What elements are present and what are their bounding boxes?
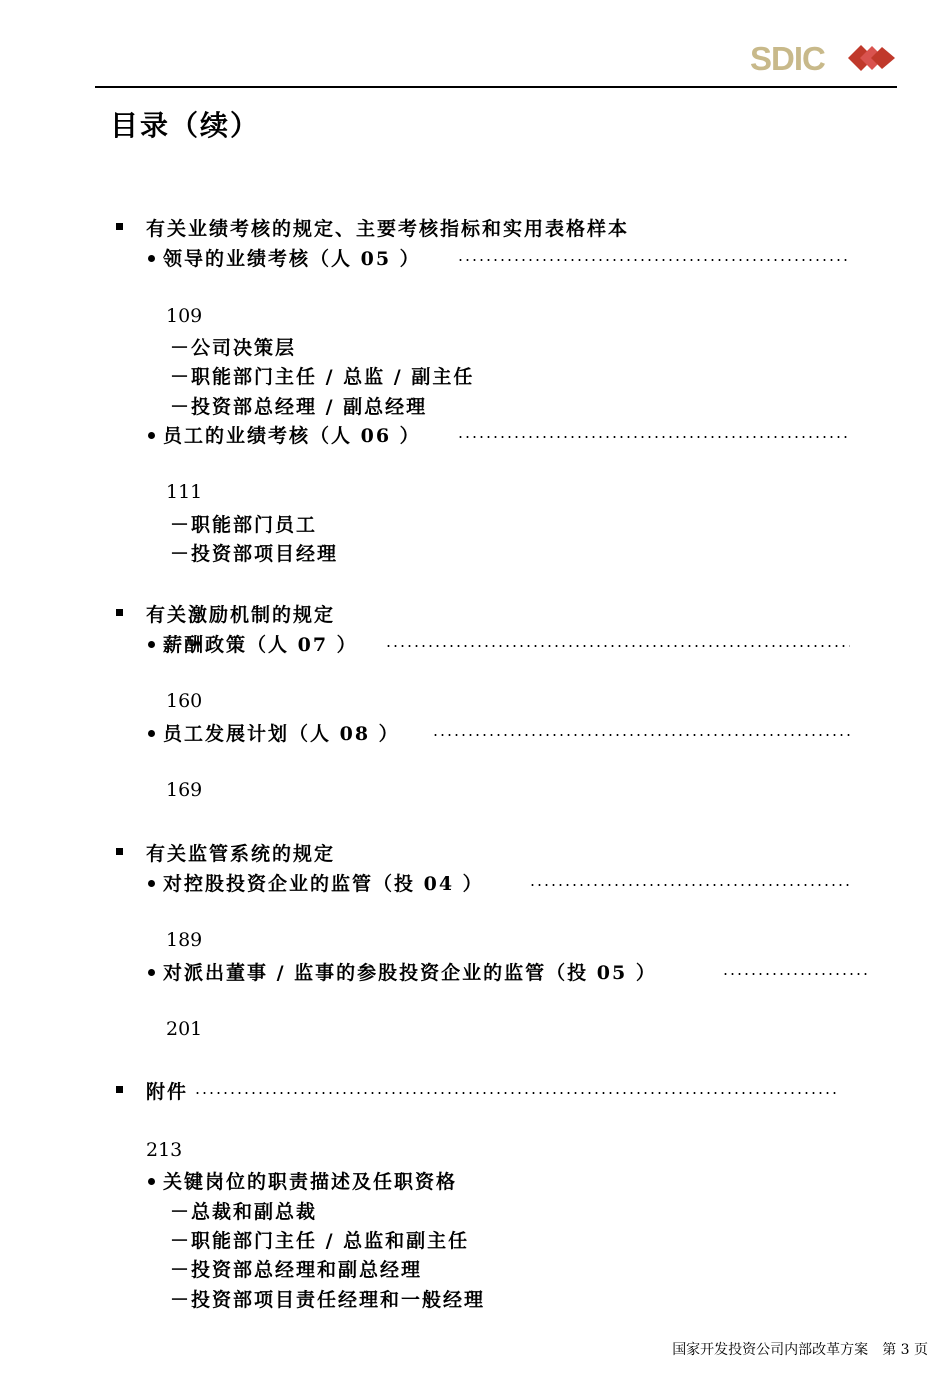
bullet-dot	[148, 969, 155, 976]
dot-leader	[722, 973, 868, 975]
page-number: 201	[166, 1018, 203, 1040]
toc-entry[interactable]	[148, 244, 421, 271]
bullet-dot	[148, 641, 155, 648]
page-footer	[658, 1339, 928, 1359]
toc-entry[interactable]	[148, 719, 400, 746]
sub-entry[interactable]: －职能部门员工	[170, 514, 318, 536]
toc-entry[interactable]	[148, 630, 358, 657]
bullet-dot	[148, 432, 155, 439]
header-rule	[95, 86, 897, 88]
toc-entry[interactable]	[148, 958, 657, 985]
section-heading: 有关激励机制的规定	[146, 604, 336, 626]
dot-leader	[457, 436, 850, 438]
bullet-dot	[148, 730, 155, 737]
logo-text: SDIC	[750, 40, 825, 76]
bullet-dot	[148, 255, 155, 262]
sub-entry[interactable]: －职能部门主任 / 总监和副主任	[170, 1230, 470, 1252]
page-title: 目录（续）	[110, 109, 261, 142]
toc-entry[interactable]	[148, 1167, 457, 1194]
toc-entry-label: 对控股投资企业的监管（投 04 ）	[163, 873, 484, 895]
footer-doc-title: 国家开发投资公司内部改革方案	[672, 1342, 869, 1358]
bullet-dot	[148, 880, 155, 887]
section-heading: 有关业绩考核的规定、主要考核指标和实用表格样本	[146, 218, 630, 240]
sub-entry[interactable]: －投资部项目责任经理和一般经理	[170, 1289, 486, 1311]
section-heading: 有关监管系统的规定	[146, 843, 336, 865]
dot-leader	[385, 645, 850, 647]
toc-entry[interactable]	[148, 869, 484, 896]
toc-entry-label: 关键岗位的职责描述及任职资格	[163, 1171, 458, 1193]
page-number: 213	[146, 1139, 183, 1161]
section-bullet	[116, 223, 123, 230]
sub-entry[interactable]: －投资部项目经理	[170, 543, 339, 565]
sub-entry[interactable]: －投资部总经理 / 副总经理	[170, 396, 428, 418]
dot-leader	[194, 1092, 838, 1094]
sdic-logo	[750, 40, 900, 76]
section-bullet	[116, 848, 123, 855]
page-number: 109	[166, 305, 203, 327]
sub-entry[interactable]: －职能部门主任 / 总监 / 副主任	[170, 366, 475, 388]
footer-page-number: 第 3 页	[882, 1342, 928, 1358]
section-bullet	[116, 609, 123, 616]
toc-entry[interactable]	[148, 421, 421, 448]
section-heading: 附件	[146, 1081, 189, 1103]
dot-leader	[457, 259, 850, 261]
dot-leader	[432, 734, 850, 736]
logo-diamond-mark	[848, 45, 895, 71]
section-bullet	[116, 1086, 123, 1093]
sub-entry[interactable]: －公司决策层	[170, 337, 297, 359]
toc-entry-label: 员工的业绩考核（人 06 ）	[163, 425, 421, 447]
sub-entry[interactable]: －总裁和副总裁	[170, 1201, 318, 1223]
bullet-dot	[148, 1178, 155, 1185]
page-number: 169	[166, 779, 203, 801]
page-number: 189	[166, 929, 203, 951]
toc-entry-label: 领导的业绩考核（人 05 ）	[163, 248, 421, 270]
sub-entry[interactable]: －投资部总经理和副总经理	[170, 1259, 423, 1281]
dot-leader	[529, 884, 850, 886]
page-number: 111	[166, 481, 203, 503]
toc-entry-label: 对派出董事 / 监事的参股投资企业的监管（投 05 ）	[163, 962, 657, 984]
toc-entry-label: 员工发展计划（人 08 ）	[163, 723, 400, 745]
toc-entry-label: 薪酬政策（人 07 ）	[163, 634, 358, 656]
page-number: 160	[166, 690, 203, 712]
